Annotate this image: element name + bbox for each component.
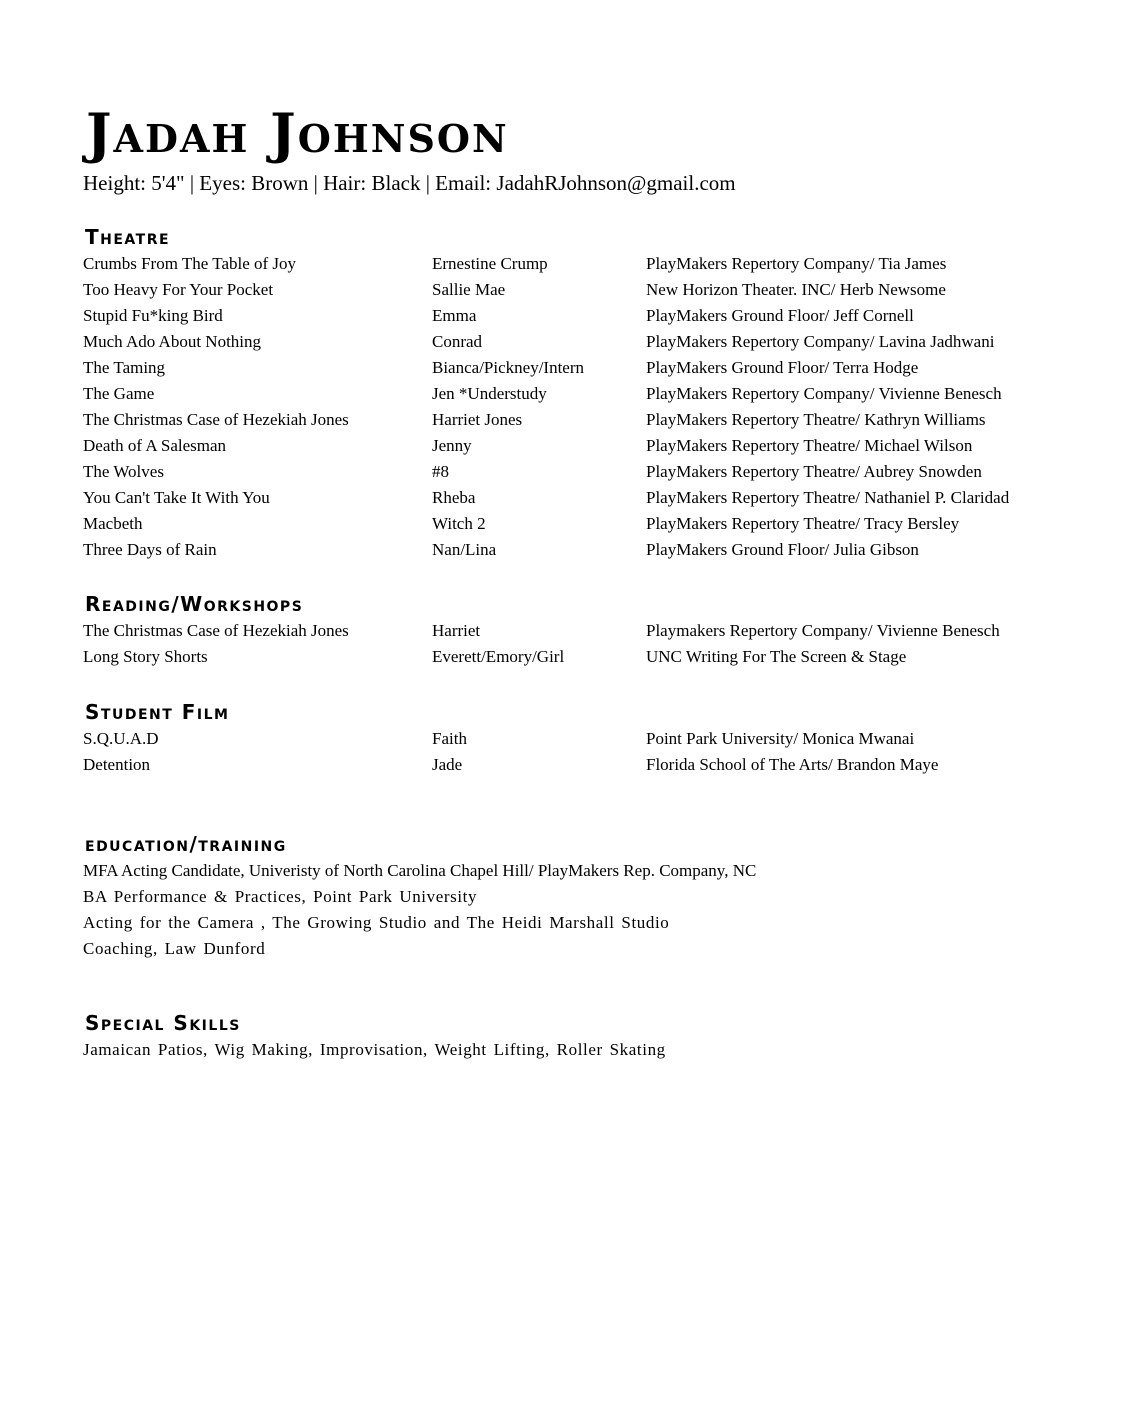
theatre-heading: Theatre [85, 225, 171, 249]
credit-role: Harriet Jones [432, 410, 523, 429]
credit-role: Witch 2 [432, 514, 486, 533]
credit-title: Too Heavy For Your Pocket [83, 280, 274, 299]
credit-row [83, 381, 1083, 407]
credit-company: PlayMakers Repertory Company/ Lavina Jadhwani [646, 332, 995, 351]
credit-title: The Game [83, 384, 155, 403]
credit-role: Conrad [432, 332, 483, 351]
credit-title: Macbeth [83, 514, 143, 533]
credit-title: Death of A Salesman [83, 436, 227, 455]
credit-title: S.Q.U.A.D [83, 729, 159, 748]
education-heading: education/training [85, 832, 287, 856]
credit-role: Jade [432, 755, 463, 774]
credit-role: Bianca/Pickney/Intern [432, 358, 585, 377]
credit-row [83, 752, 1083, 778]
credit-company: UNC Writing For The Screen & Stage [646, 647, 907, 666]
credit-row [83, 251, 1083, 277]
credit-title: The Christmas Case of Hezekiah Jones [83, 621, 349, 640]
credit-company: PlayMakers Ground Floor/ Terra Hodge [646, 358, 919, 377]
film-credits [83, 726, 1083, 778]
credit-role: Sallie Mae [432, 280, 506, 299]
credit-company: PlayMakers Repertory Theatre/ Tracy Bersley [646, 514, 960, 533]
credit-company: PlayMakers Ground Floor/ Jeff Cornell [646, 306, 914, 325]
credit-title: Long Story Shorts [83, 647, 208, 666]
credit-company: PlayMakers Repertory Theatre/ Aubrey Snowden [646, 462, 982, 481]
actor-name: Jadah Johnson [86, 101, 509, 165]
credit-row [83, 726, 1083, 752]
credit-row [83, 459, 1083, 485]
credit-role: Harriet [432, 621, 481, 640]
credit-title: Three Days of Rain [83, 540, 217, 559]
credit-row [83, 329, 1083, 355]
credit-company: PlayMakers Repertory Theatre/ Michael Wilson [646, 436, 973, 455]
education-item: Coaching, Law Dunford [83, 939, 266, 958]
credit-row [83, 355, 1083, 381]
credit-role: Everett/Emory/Girl [432, 647, 565, 666]
credit-role: #8 [432, 462, 449, 481]
theatre-credits [83, 251, 1083, 563]
credit-title: You Can't Take It With You [83, 488, 270, 507]
credit-company: PlayMakers Repertory Company/ Tia James [646, 254, 947, 273]
reading-heading: Reading/Workshops [85, 592, 304, 616]
credit-role: Faith [432, 729, 467, 748]
credit-title: Crumbs From The Table of Joy [83, 254, 297, 273]
credit-title: The Taming [83, 358, 166, 377]
skills-heading: Special Skills [85, 1011, 241, 1035]
credit-role: Nan/Lina [432, 540, 497, 559]
credit-company: Point Park University/ Monica Mwanai [646, 729, 915, 748]
credit-company: Playmakers Repertory Company/ Vivienne Benesch [646, 621, 1000, 640]
credit-company: Florida School of The Arts/ Brandon Maye [646, 755, 939, 774]
actor-stats: Height: 5'4" | Eyes: Brown | Hair: Black | Email: JadahRJohnson@gmail.com [83, 171, 736, 195]
film-heading: Student Film [85, 700, 230, 724]
credit-row [83, 537, 1083, 563]
credit-row [83, 433, 1083, 459]
skills-text: Jamaican Patios, Wig Making, Improvisation, Weight Lifting, Roller Skating [83, 1040, 666, 1059]
education-item: Acting for the Camera , The Growing Studio and The Heidi Marshall Studio [83, 913, 670, 932]
credit-row [83, 407, 1083, 433]
credit-company: PlayMakers Ground Floor/ Julia Gibson [646, 540, 919, 559]
credit-title: The Wolves [83, 462, 164, 481]
credit-row [83, 277, 1083, 303]
credit-company: PlayMakers Repertory Theatre/ Kathryn Williams [646, 410, 986, 429]
credit-role: Jen *Understudy [432, 384, 547, 403]
credit-row [83, 644, 1083, 670]
credit-row [83, 485, 1083, 511]
education-item: MFA Acting Candidate, Univeristy of North Carolina Chapel Hill/ PlayMakers Rep. Company, NC [83, 861, 757, 880]
credit-role: Emma [432, 306, 477, 325]
education-item: BA Performance & Practices, Point Park University [83, 887, 478, 906]
education-list [83, 858, 756, 962]
credit-title: Much Ado About Nothing [83, 332, 262, 351]
reading-credits [83, 618, 1083, 670]
credit-title: The Christmas Case of Hezekiah Jones [83, 410, 349, 429]
credit-company: New Horizon Theater. INC/ Herb Newsome [646, 280, 946, 299]
credit-row [83, 511, 1083, 537]
credit-company: PlayMakers Repertory Theatre/ Nathaniel P. Claridad [646, 488, 1010, 507]
credit-company: PlayMakers Repertory Company/ Vivienne Benesch [646, 384, 1002, 403]
credit-role: Jenny [432, 436, 472, 455]
skills-list [83, 1037, 666, 1063]
credit-role: Rheba [432, 488, 476, 507]
credit-row [83, 618, 1083, 644]
credit-title: Detention [83, 755, 151, 774]
credit-role: Ernestine Crump [432, 254, 548, 273]
credit-row [83, 303, 1083, 329]
credit-title: Stupid Fu*king Bird [83, 306, 223, 325]
